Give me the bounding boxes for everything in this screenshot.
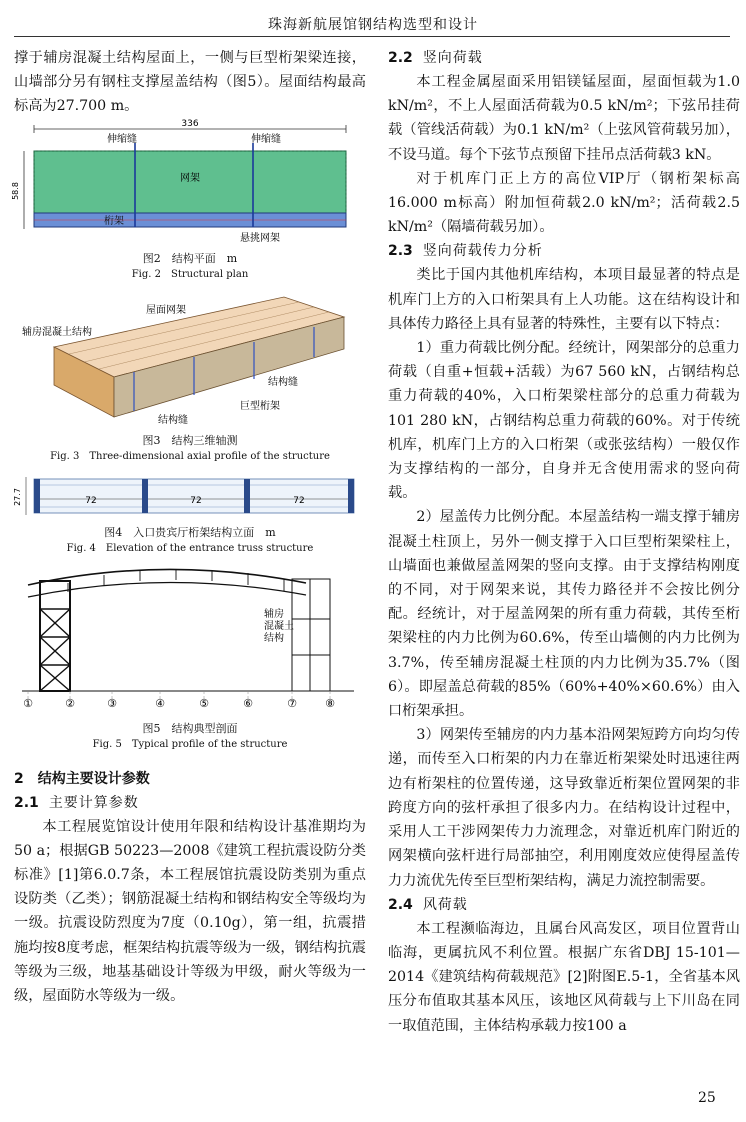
section-2-2-para-1: 本工程金属屋面采用铝镁锰屋面，屋面恒载为1.0 kN/m²，不上人屋面活荷载为0.5 kN/m²；下弦吊挂荷载（管线活荷载）为0.1 kN/m²（上弦风管荷载另加），不设马道。每个下弦节点预留下挂吊点活荷载3 kN。 [388,74,740,163]
section-2-title: 2 结构主要设计参数 [14,770,150,787]
fig5-axis-7: ⑦ [287,696,297,710]
fig4-truss-elevation [14,473,366,521]
fig2-dim-side: 58.8 [11,181,20,200]
fig2-label-cantilever: 悬挑网架 [240,232,280,244]
section-2-1-number: 2.1 [14,794,39,811]
fig2-label-truss: 桁架 [104,215,124,227]
fig5-axis-3: ③ [107,696,117,710]
figure-2 [11,118,366,281]
section-2-2-heading [388,46,740,70]
section-2-4-title: 风荷载 [422,896,468,913]
section-2-4-heading [388,893,740,917]
fig2-caption-en: Fig. 2 Structural plan [131,268,249,280]
fig4-span-3: 72 [293,495,305,506]
fig5-axis-8: ⑧ [325,696,335,710]
section-2-2-para-2: 对于机库门正上方的高位VIP厅（钢桁架标高16.000 m标高）附加恒荷载2.0 kN/m²；活荷载2.5 kN/m²（隔墙荷载另加）。 [388,170,740,236]
section-2-2-title: 竖向荷载 [422,50,483,66]
fig5-typical-profile [14,559,366,709]
header-rule [14,36,730,37]
figure-3 [14,287,366,467]
fig4-caption-cn: 图4 入口贵宾厅桁架结构立面 m [104,525,276,539]
fig3-label-joint-b: 结构缝 [158,414,188,426]
fig2-structural-plan [11,118,366,247]
section-2-3-para-3: 2）屋盖传力比例分配。本屋盖结构一端支撑于辅房混凝土柱顶上，另外一侧支撑于入口巨型桁架梁柱上，山墙面也兼做屋盖网架的竖向支撑。由于支撑结构刚度的不同，对于网架来说，其传力路径并不会按比例分配。经统计，对于屋盖网架的所有重力荷载，其传至桁架梁柱的内力比例为60.6%，传至山墙侧的内力比例为3.7%，传至辅房混凝土柱顶的内力比例为35.7%（图6）。即屋盖总荷载的85%（60%+40%×60.6%）由入口桁架承担。 [388,509,740,720]
section-2-3-title: 竖向荷载传力分析 [422,243,543,260]
fig4-span-2: 72 [190,495,202,506]
section-2-4-para-1: 本工程濒临海边，且属台风高发区，项目位置背山临海，更属抗风不利位置。根据广东省DBJ 15-101—2014《建筑结构荷载规范》[2]附图E.5-1，全省基本风压分布值取其基本风压，该地区风荷载与上下川岛在同一取值范围，主体结构承载力按100 a [388,920,740,1034]
intro-paragraph: 撑于辅房混凝土结构屋面上，一侧与巨型桁架梁连接，山墙部分另有钢柱支撑屋盖结构（图5）。屋面结构最高标高为27.700 m。 [14,50,366,115]
fig4-span-1: 72 [85,495,97,506]
left-column [11,46,366,1008]
section-2-1-body: 本工程展览馆设计使用年限和结构设计基准期均为50 a；根据GB 50223—2008《建筑工程抗震设防分类标准》[1]第6.0.7条，本工程展馆抗震设防类别为重点设防类（乙类）；钢筋混凝土结构和钢结构安全等级均为一级。抗震设防烈度为7度（0.10g），第一组，抗震措施均按8度考虑，框架结构抗震等级为一级，钢结构抗震等级为三级，地基基础设计等级为甲级，耐火等级为一级，屋面防水等级为一级。 [14,818,366,1005]
section-2-3-number: 2.3 [388,243,413,260]
fig2-label-joint2: 伸缩缝 [251,133,281,145]
fig4-dim-height: 27.7 [13,487,22,506]
section-2-3-para-4: 3）网架传至辅房的内力基本沿网架短跨方向均匀传递，而传至入口桁架的内力在靠近桁架梁处时迅速往两边有桁架柱的位置传递，这导致靠近桁架位置网架的非跨度方向的弦杆承担了很多内力。在结构设计过程中，采用人工干涉网架传力力流理念，对靠近机库门附近的网架横向弦杆进行局部抽空，利用刚度效应使得屋盖传力力流优先传至巨型桁架结构，满足力流控制需要。 [388,727,740,889]
section-2-4-number: 2.4 [388,896,413,913]
figure-4 [14,473,366,555]
fig3-caption-cn: 图3 结构三维轴测 [142,433,238,447]
section-2-1-title: 主要计算参数 [48,794,139,811]
fig2-caption-cn: 图2 结构平面 m [142,251,238,265]
fig3-label-joint-a: 结构缝 [268,376,298,388]
fig5-axis-2: ② [65,696,75,710]
fig3-caption-en: Fig. 3 Three-dimensional axial profile of the structure [50,450,330,462]
running-header: 珠海新航展馆钢结构选型和设计 [268,17,478,33]
section-2-3-heading [388,239,740,263]
fig5-axis-4: ④ [155,696,165,710]
fig3-label-megatruss: 巨型桁架 [240,400,280,412]
fig5-caption-cn: 图5 结构典型剖面 [142,721,238,735]
right-column [388,46,740,1038]
fig2-label-joint1: 伸缩缝 [107,133,137,145]
fig5-axis-1: ① [23,696,33,710]
fig5-caption-en: Fig. 5 Typical profile of the structure [92,738,288,750]
fig5-label-aux: 辅房混凝土结构 [264,608,294,644]
fig3-label-roof: 屋面网架 [146,304,186,316]
fig4-caption-en: Fig. 4 Elevation of the entrance truss structure [66,542,314,554]
section-2-3-para-2: 1）重力荷载比例分配。经统计，网架部分的总重力荷载（自重+恒载+活载）为67 560 kN，占钢结构总重力荷载的40%，入口桁架梁柱部分的总重力荷载为101 280 kN，占钢结构总重力荷载的60%。对于传统机库，机库门上方的入口桁架（或张弦结构）一般仅作为支撑结构的一部分，自身并无含使用需求的竖向荷载。 [388,340,740,502]
fig3-label-concrete: 辅房混凝土结构 [22,326,92,338]
section-2-3-para-1: 类比于国内其他机库结构，本项目最显著的特点是机库门上方的入口桁架具有上人功能。这在结构设计和具体传力路径上具有显著的特殊性，主要有以下特点： [388,267,740,332]
fig2-dim-top: 336 [181,118,199,129]
fig3-axial-view [14,287,366,429]
fig2-label-grid: 网架 [180,172,200,184]
figure-5 [14,559,366,749]
page-number: 25 [698,1090,716,1106]
fig5-axis-5: ⑤ [199,696,209,710]
section-2-2-number: 2.2 [388,50,413,66]
fig5-axis-6: ⑥ [243,696,253,710]
section-2-1-heading [14,791,366,815]
